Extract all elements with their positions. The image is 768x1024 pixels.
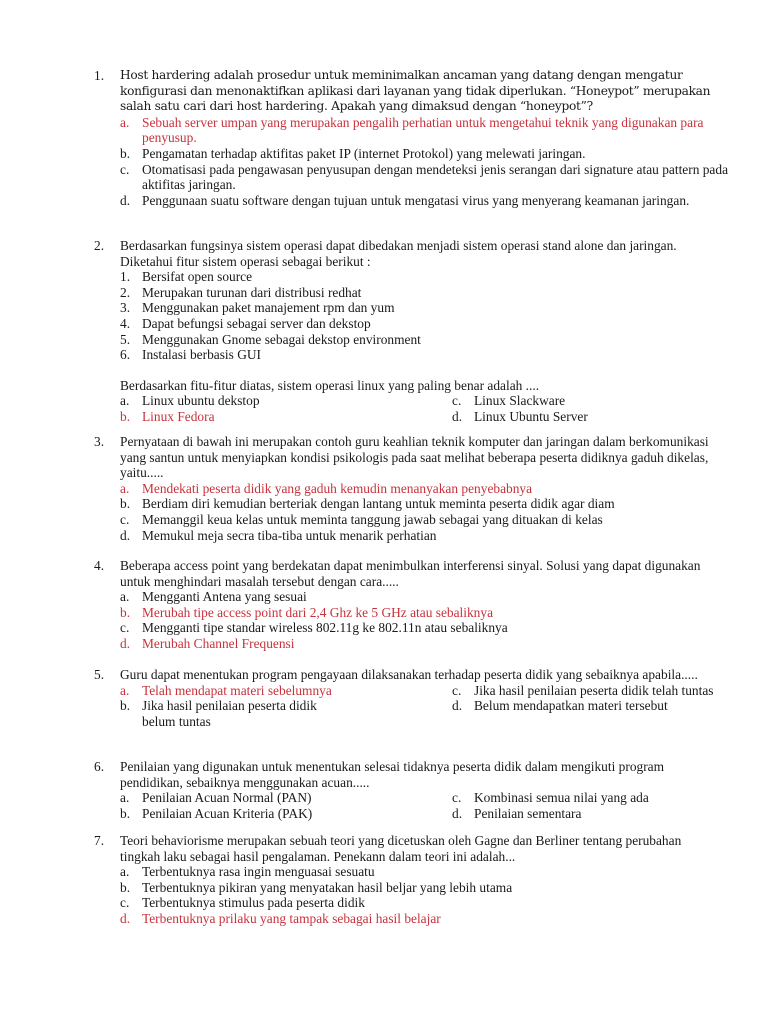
question-5 (94, 667, 734, 729)
option-label: c. (120, 511, 130, 527)
option-d-correct (120, 911, 734, 927)
option-text: Jika hasil penilaian peserta didik telah tuntas (474, 682, 714, 698)
option-text: Otomatisasi pada pengawasan penyusupan dengan mendeteksi jenis serangan dari signature atau pattern pada aktifitas jaringan. (142, 161, 729, 193)
feature-item (120, 269, 734, 285)
option-label: d. (452, 805, 463, 821)
question-6 (94, 759, 734, 821)
options-list (120, 589, 734, 651)
option-c (452, 683, 714, 699)
question-text: Beberapa access point yang berdekatan dapat menimbulkan interferensi sinyal. Solusi yang dapat digunakan untuk menghindari masalah tersebut dengan cara..... (120, 558, 701, 589)
option-a-correct (120, 115, 734, 146)
option-b (120, 496, 734, 512)
option-text: Penilaian Acuan Kriteria (PAK) (142, 805, 313, 821)
option-label: b. (120, 698, 131, 714)
feature-text: Merupakan turunan dari distribusi redhat (142, 284, 362, 300)
option-label: d. (452, 698, 463, 714)
feature-number: 6. (120, 347, 131, 363)
option-label: a. (120, 682, 130, 698)
option-b (120, 880, 734, 896)
options-grid (120, 790, 734, 821)
option-c (452, 393, 702, 409)
options-left-column (120, 683, 452, 730)
option-text: Linux Slackware (474, 393, 566, 409)
option-text: Sebuah server umpan yang merupakan pengalih perhatian untuk mengetahui teknik yang digunakan para penyusup. (142, 114, 704, 146)
option-text: Terbentuknya pikiran yang menyatakan hasil beljar yang lebih utama (142, 879, 513, 895)
feature-item (120, 300, 734, 316)
feature-number: 2. (120, 284, 131, 300)
option-label: a. (120, 864, 130, 880)
option-text: Terbentuknya prilaku yang tampak sebagai hasil belajar (142, 910, 441, 926)
feature-text: Menggunakan Gnome sebagai dekstop environment (142, 331, 421, 347)
option-label: c. (120, 895, 130, 911)
question-text: Teori behaviorisme merupakan sebuah teori yang dicetuskan oleh Gagne dan Berliner tentang perubahan tingkah laku sebagai hasil pengalaman. Penekann dalam teori ini adalah... (120, 833, 682, 864)
option-label: a. (120, 790, 130, 806)
option-label: d. (120, 635, 131, 651)
option-label: d. (452, 408, 463, 424)
question-number: 1. (94, 68, 105, 83)
option-a (120, 790, 452, 806)
option-text: Jika hasil penilaian peserta didik belum tuntas (142, 698, 317, 729)
option-text: Mengganti Antena yang sesuai (142, 589, 307, 605)
option-label: c. (452, 790, 462, 806)
option-text: Linux Ubuntu Server (474, 408, 588, 424)
question-text: Berdasarkan fungsinya sistem operasi dapat dibedakan menjadi sistem operasi stand alone dan jaringan. Diketahui fitur sistem operasi sebagai berikut : (120, 238, 677, 269)
options-list (120, 481, 734, 543)
feature-text: Menggunakan paket manajement rpm dan yum (142, 300, 395, 316)
option-label: b. (120, 805, 131, 821)
option-label: b. (120, 408, 131, 424)
feature-number: 5. (120, 331, 131, 347)
question-text: Guru dapat menentukan program pengayaan dilaksanakan terhadap peserta didik yang sebaiknya apabila..... (120, 667, 698, 682)
feature-list (120, 269, 734, 363)
option-label: a. (120, 589, 130, 605)
feature-item (120, 285, 734, 301)
option-text: Kombinasi semua nilai yang ada (474, 790, 649, 806)
question-number: 4. (94, 558, 105, 573)
option-label: c. (120, 620, 130, 636)
feature-number: 3. (120, 300, 131, 316)
question-number: 6. (94, 759, 105, 774)
option-b (120, 806, 452, 822)
feature-number: 4. (120, 315, 131, 331)
option-d (120, 528, 734, 544)
option-label: c. (452, 393, 462, 409)
option-text: Telah mendapat materi sebelumnya (142, 682, 332, 698)
option-a (120, 589, 734, 605)
question-number: 7. (94, 833, 105, 848)
option-text: Memukul meja secra tiba-tiba untuk menarik perhatian (142, 527, 437, 543)
question-3 (94, 434, 734, 543)
feature-text: Dapat befungsi sebagai server dan dekstop (142, 315, 371, 331)
option-text: Penggunaan suatu software dengan tujuan untuk mengatasi virus yang menyerang keamanan jaringan. (142, 192, 690, 208)
option-text: Terbentuknya stimulus pada peserta didik (142, 895, 365, 911)
options-right-column (452, 682, 714, 730)
option-d (452, 806, 702, 822)
option-c (120, 620, 734, 636)
options-list (120, 115, 734, 209)
option-text: Linux ubuntu dekstop (142, 393, 260, 409)
option-label: a. (120, 114, 130, 130)
feature-text: Bersifat open source (142, 269, 253, 285)
question-number: 5. (94, 667, 105, 682)
option-text: Mendekati peserta didik yang gaduh kemudin menanyakan penyebabnya (142, 480, 533, 496)
options-grid (120, 393, 734, 424)
option-label: d. (120, 910, 131, 926)
option-a-correct (120, 683, 452, 699)
option-text: Merubah tipe access point dari 2,4 Ghz ke 5 GHz atau sebaliknya (142, 604, 494, 620)
option-label: a. (120, 393, 130, 409)
question-1 (94, 68, 734, 208)
question-text: Penilaian yang digunakan untuk menentukan selesai tidaknya peserta didik dalam mengikuti program pendidikan, sebaiknya menggunakan acuan..... (120, 759, 665, 790)
question-number: 3. (94, 434, 105, 449)
option-text: Terbentuknya rasa ingin menguasai sesuatu (142, 864, 375, 880)
option-a (120, 864, 734, 880)
feature-number: 1. (120, 269, 131, 285)
option-text: Belum mendapatkan materi tersebut (474, 698, 668, 714)
question-7 (94, 833, 734, 927)
option-text: Pengamatan terhadap aktifitas paket IP (internet Protokol) yang melewati jaringan. (142, 145, 586, 161)
option-b-correct (120, 605, 734, 621)
feature-item (120, 332, 734, 348)
option-text: Linux Fedora (142, 408, 215, 424)
option-text: Penilaian Acuan Normal (PAN) (142, 790, 312, 806)
question-text: Pernyataan di bawah ini merupakan contoh guru keahlian teknik komputer dan jaringan dalam berkomunikasi yang santun untuk menyiapkan kondisi psikologis pada saat melihat beberapa peserta didiknya gaduh dikelas, yaitu..... (120, 434, 709, 481)
question-4 (94, 558, 734, 652)
option-b (120, 146, 734, 162)
option-text: Mengganti tipe standar wireless 802.11g ke 802.11n atau sebaliknya (142, 620, 508, 636)
option-label: b. (120, 496, 131, 512)
option-c (120, 162, 734, 193)
option-label: a. (120, 480, 130, 496)
option-label: d. (120, 192, 131, 208)
feature-item (120, 316, 734, 332)
option-d-correct (120, 636, 734, 652)
option-label: c. (452, 682, 462, 698)
question-number: 2. (94, 238, 105, 253)
question-2 (94, 238, 734, 425)
option-text: Merubah Channel Frequensi (142, 635, 295, 651)
option-label: b. (120, 879, 131, 895)
options-list (120, 864, 734, 926)
option-label: c. (120, 161, 130, 177)
option-c (452, 790, 702, 806)
feature-text: Instalasi berbasis GUI (142, 347, 261, 363)
option-d (452, 409, 702, 425)
option-b (120, 698, 327, 729)
option-a-correct (120, 481, 734, 497)
option-c (120, 895, 734, 911)
option-label: d. (120, 527, 131, 543)
options-grid (120, 683, 734, 730)
option-b-correct (120, 409, 452, 425)
option-a (120, 393, 452, 409)
option-d (120, 193, 734, 209)
option-text: Berdiam diri kemudian berteriak dengan lantang untuk meminta peserta didik agar diam (142, 496, 615, 512)
question-text: Host hardering adalah prosedur untuk meminimalkan ancaman yang datang dengan mengatur konfigurasi dan menonaktifkan aplikasi dari layanan yang tidak diperlukan. “Honeypot” merupakan salah satu cari dari host hardering. Apakah yang dimaksud dengan “honeypot”? (120, 68, 711, 114)
option-text: Penilaian sementara (474, 805, 582, 821)
option-label: b. (120, 145, 131, 161)
option-text: Memanggil keua kelas untuk meminta tanggung jawab sebagai yang dituakan di kelas (142, 511, 603, 527)
option-d (452, 698, 702, 714)
option-label: b. (120, 604, 131, 620)
option-c (120, 512, 734, 528)
feature-item (120, 347, 734, 363)
question-prompt: Berdasarkan fitu-fitur diatas, sistem operasi linux yang paling benar adalah .... (120, 377, 540, 393)
